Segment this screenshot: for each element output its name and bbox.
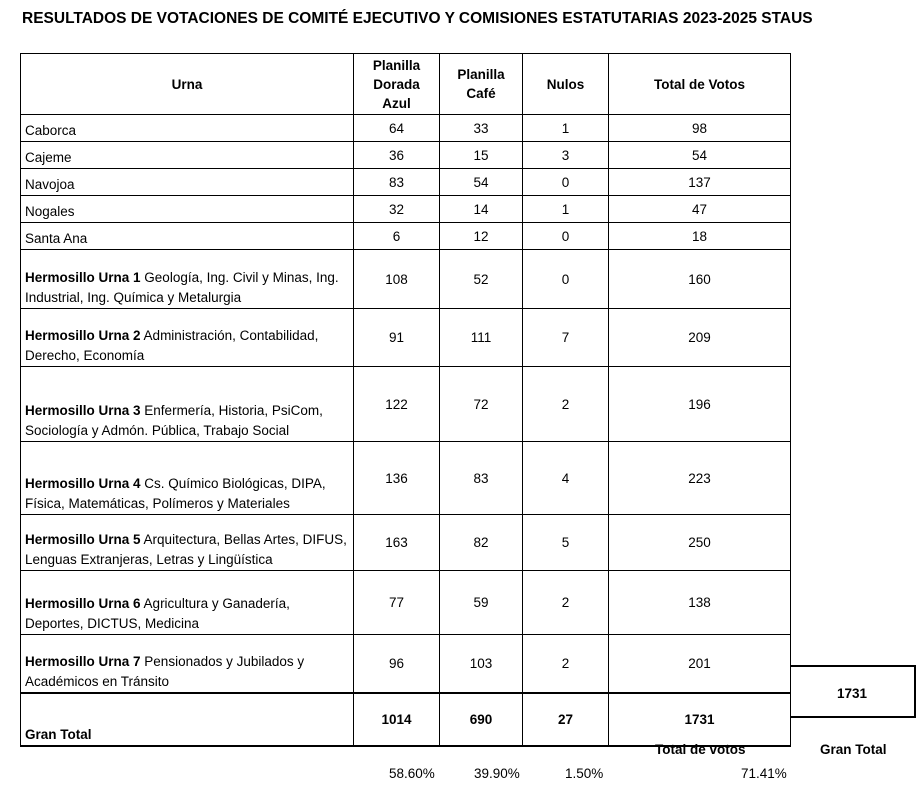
cell-dorada: 108 (354, 250, 440, 309)
cell-nulos: 7 (523, 309, 609, 367)
cell-cafe: 103 (440, 635, 523, 693)
cell-total: 18 (609, 223, 791, 250)
gran-total-row (21, 693, 791, 746)
gran-total-nulos: 27 (523, 693, 609, 746)
table-row (21, 309, 791, 367)
cell-cafe: 54 (440, 169, 523, 196)
gran-total-votos: 1731 (609, 693, 791, 746)
footer-pct-total: 71.41% (741, 766, 787, 781)
urna-description: Enfermería, Historia, PsiCom, Sociología y Admón. Pública, Trabajo Social (25, 403, 323, 438)
urna-description: Navojoa (25, 177, 75, 192)
cell-dorada: 122 (354, 367, 440, 442)
footer-pct-nulos: 1.50% (565, 766, 604, 781)
cell-nulos: 0 (523, 223, 609, 250)
page-title: RESULTADOS DE VOTACIONES DE COMITÉ EJECUTIVO Y COMISIONES ESTATUTARIAS 2023-2025 STAUS (22, 10, 813, 27)
cell-dorada: 136 (354, 442, 440, 515)
cell-dorada: 36 (354, 142, 440, 169)
cell-total: 201 (609, 635, 791, 693)
header-planilla-dorada-azul (354, 54, 440, 115)
urna-description: Agricultura y Ganadería, Deportes, DICTUS, Medicina (25, 596, 290, 631)
cell-total: 98 (609, 115, 791, 142)
gran-total-dorada: 1014 (354, 693, 440, 746)
cell-total: 47 (609, 196, 791, 223)
cell-dorada: 83 (354, 169, 440, 196)
urna-description: Cajeme (25, 150, 72, 165)
urna-cell (21, 115, 354, 142)
urna-name-bold: Hermosillo Urna 7 (25, 653, 141, 669)
urna-cell (21, 442, 354, 515)
table-row (21, 223, 791, 250)
cell-dorada: 6 (354, 223, 440, 250)
cell-dorada: 163 (354, 515, 440, 571)
cell-dorada: 91 (354, 309, 440, 367)
urna-name-bold: Hermosillo Urna 3 (25, 403, 141, 418)
cell-total: 223 (609, 442, 791, 515)
urna-description: Geología, Ing. Civil y Minas, Ing. Industrial, Ing. Química y Metalurgia (25, 270, 339, 305)
urna-name-bold: Hermosillo Urna 5 (25, 532, 141, 547)
gran-total-label: Gran Total (21, 693, 354, 746)
cell-cafe: 72 (440, 367, 523, 442)
cell-dorada: 32 (354, 196, 440, 223)
cell-total: 54 (609, 142, 791, 169)
urna-cell (21, 571, 354, 635)
cell-cafe: 15 (440, 142, 523, 169)
header-urna: Urna (21, 54, 354, 115)
cell-nulos: 3 (523, 142, 609, 169)
table-row (21, 142, 791, 169)
table-row (21, 196, 791, 223)
cell-cafe: 83 (440, 442, 523, 515)
cell-total: 137 (609, 169, 791, 196)
urna-cell (21, 515, 354, 571)
header-dorada-line2: Dorada Azul (373, 76, 420, 111)
table-row (21, 115, 791, 142)
cell-dorada: 64 (354, 115, 440, 142)
urna-cell (21, 250, 354, 309)
results-table (20, 53, 791, 747)
table-row (21, 571, 791, 635)
urna-cell (21, 635, 354, 693)
cell-dorada: 96 (354, 635, 440, 693)
cell-cafe: 33 (440, 115, 523, 142)
cell-total: 209 (609, 309, 791, 367)
header-row (21, 54, 791, 115)
gran-total-cafe: 690 (440, 693, 523, 746)
urna-name-bold: Hermosillo Urna 1 (25, 270, 141, 285)
table-row (21, 250, 791, 309)
cell-total: 196 (609, 367, 791, 442)
table-row (21, 169, 791, 196)
footer-pct-cafe: 39.90% (474, 766, 520, 781)
cell-nulos: 2 (523, 635, 609, 693)
urna-description: Pensionados y Jubilados y Académicos en Tránsito (25, 653, 305, 689)
header-nulos: Nulos (523, 54, 609, 115)
table-row (21, 515, 791, 571)
urna-description: Santa Ana (25, 231, 88, 246)
footer-pct-dorada: 58.60% (389, 766, 435, 781)
footer-gran-total-label: Gran Total (820, 742, 887, 757)
header-planilla-cafe: Planilla Café (440, 54, 523, 115)
urna-description: Caborca (25, 123, 77, 138)
cell-cafe: 12 (440, 223, 523, 250)
cell-nulos: 1 (523, 196, 609, 223)
urna-description: Arquitectura, Bellas Artes, DIFUS, Lenguas Extranjeras, Letras y Lingüística (25, 532, 347, 567)
cell-dorada: 77 (354, 571, 440, 635)
cell-nulos: 1 (523, 115, 609, 142)
cell-cafe: 82 (440, 515, 523, 571)
gran-total-side-box: 1731 (790, 665, 916, 718)
urna-cell (21, 367, 354, 442)
urna-name-bold: Hermosillo Urna 2 (25, 328, 141, 343)
urna-cell (21, 309, 354, 367)
header-dorada-line1: Planilla (372, 57, 421, 73)
cell-total: 160 (609, 250, 791, 309)
cell-total: 250 (609, 515, 791, 571)
cell-nulos: 0 (523, 250, 609, 309)
urna-description: Cs. Químico Biológicas, DIPA, Física, Matemáticas, Polímeros y Materiales (25, 476, 326, 511)
urna-name-bold: Hermosillo Urna 6 (25, 596, 141, 611)
cell-nulos: 0 (523, 169, 609, 196)
urna-cell (21, 196, 354, 223)
table-row (21, 367, 791, 442)
cell-nulos: 2 (523, 367, 609, 442)
urna-name-bold: Hermosillo Urna 4 (25, 476, 141, 491)
urna-cell (21, 169, 354, 196)
urna-description: Nogales (25, 204, 75, 219)
cell-cafe: 59 (440, 571, 523, 635)
cell-nulos: 4 (523, 442, 609, 515)
cell-cafe: 111 (440, 309, 523, 367)
table-row (21, 442, 791, 515)
cell-total: 138 (609, 571, 791, 635)
urna-cell (21, 223, 354, 250)
cell-cafe: 52 (440, 250, 523, 309)
table-row (21, 635, 791, 693)
footer-total-votos-label: Total de votos (655, 742, 746, 757)
urna-description: Administración, Contabilidad, Derecho, Economía (25, 328, 319, 363)
cell-nulos: 2 (523, 571, 609, 635)
cell-cafe: 14 (440, 196, 523, 223)
cell-nulos: 5 (523, 515, 609, 571)
header-total-votos: Total de Votos (609, 54, 791, 115)
urna-cell (21, 142, 354, 169)
